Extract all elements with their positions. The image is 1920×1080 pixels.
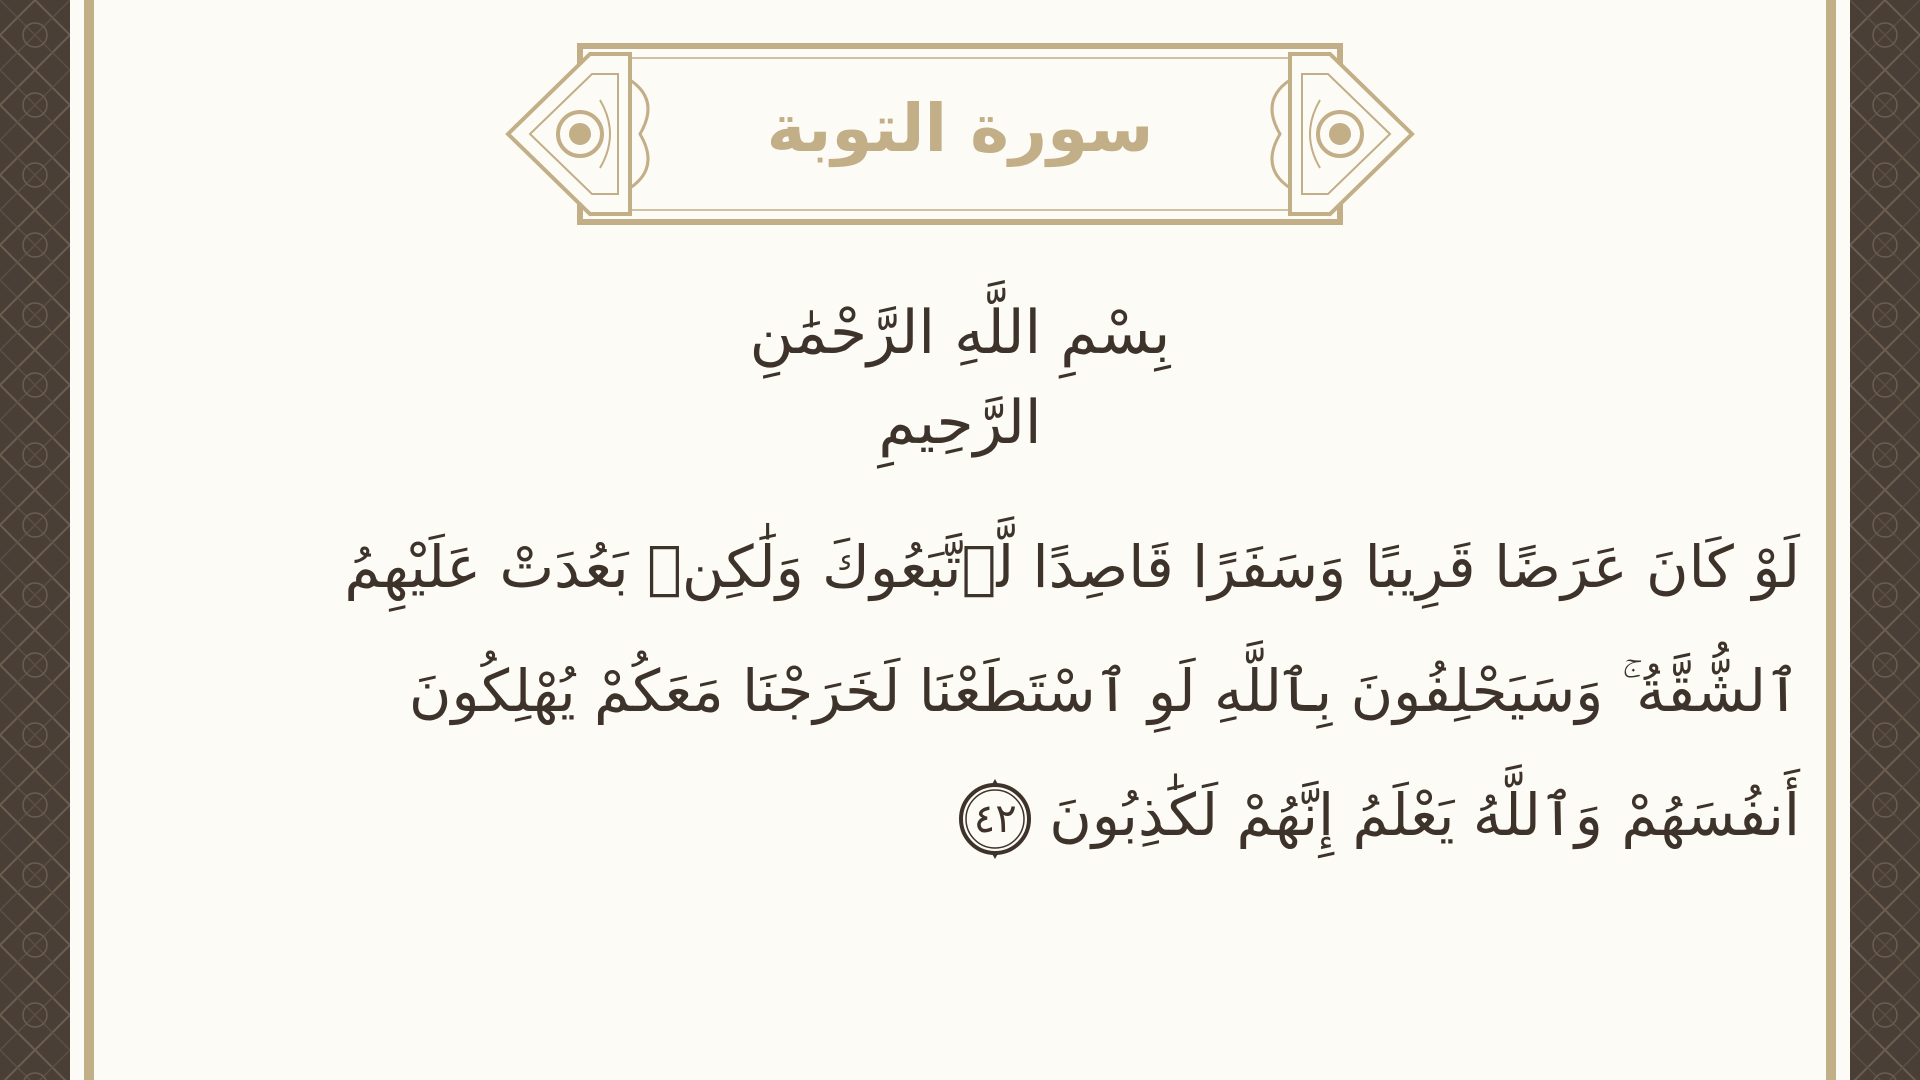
basmala: بِسْمِ اللَّهِ الرَّحْمَٰنِ الرَّحِيمِ xyxy=(749,298,1171,458)
right-ornamental-border xyxy=(1850,0,1920,1080)
verse-text xyxy=(240,505,1800,877)
right-gold-rule xyxy=(1826,0,1836,1080)
left-ornamental-border xyxy=(0,0,70,1080)
surah-title: سورة التوبة xyxy=(766,90,1154,167)
verse-line-3-text: أَنفُسَهُمْ وَٱللَّهُ يَعْلَمُ إِنَّهُمْ لَكَٰذِبُونَ xyxy=(1049,781,1800,849)
ayah-end-marker xyxy=(953,777,1037,861)
ayah-number: ٤٢ xyxy=(973,795,1017,842)
verse-line-2: ٱلشُّقَّةُ ۚ وَسَيَحْلِفُونَ بِٱللَّهِ لَوِ ٱسْتَطَعْنَا لَخَرَجْنَا مَعَكُمْ يُهْلِكُونَ xyxy=(408,657,1800,725)
verse-line-3 xyxy=(240,753,1800,877)
verse-line-1: لَوْ كَانَ عَرَضًا قَرِيبًا وَسَفَرًا قَاصِدًا لَّٱتَّبَعُوكَ وَلَٰكِنۢ بَعُدَتْ عَلَيْهِمُ xyxy=(344,533,1800,601)
left-gold-rule xyxy=(84,0,94,1080)
